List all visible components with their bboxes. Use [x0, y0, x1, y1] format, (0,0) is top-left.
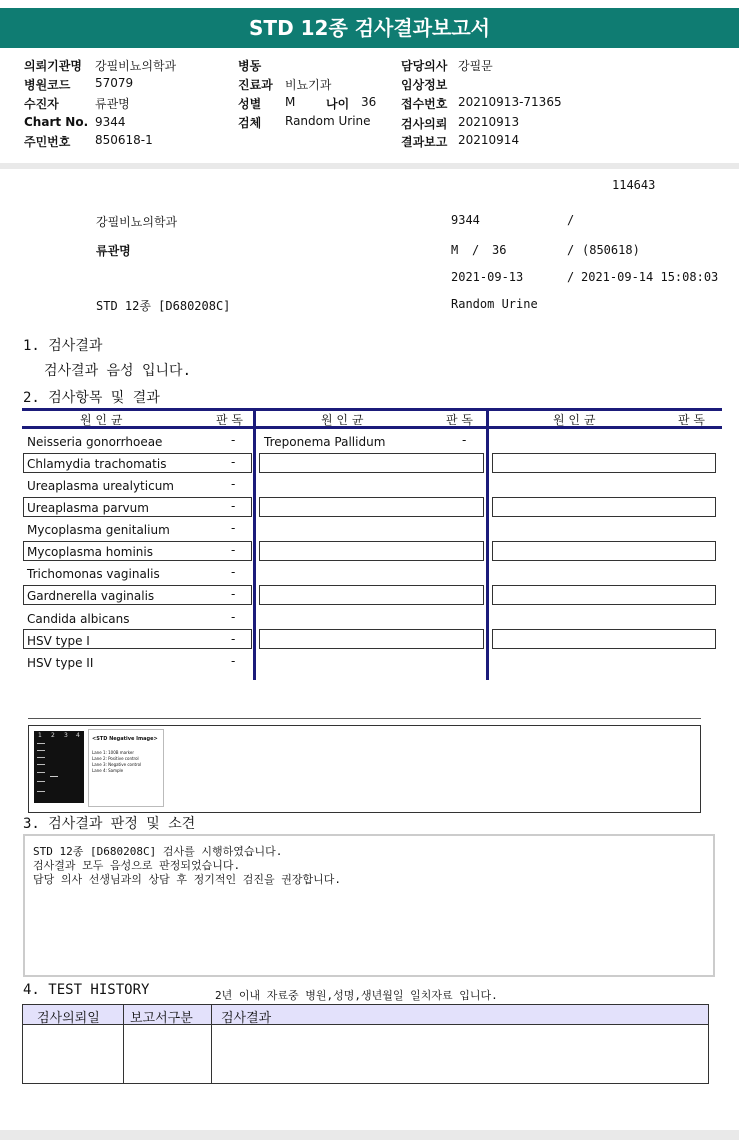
germ-result: -: [231, 610, 236, 624]
germ-name: HSV type II: [27, 656, 94, 670]
header-label: 임상정보: [401, 78, 448, 92]
gel-lane-label: 1: [38, 732, 42, 739]
table-top-border: [22, 408, 722, 411]
history-col-header: [123, 1004, 212, 1025]
header-value: 20210913: [458, 115, 520, 129]
gel-lane-label: 4: [76, 732, 80, 739]
germ-result: -: [231, 587, 236, 601]
gel-band: [50, 776, 58, 777]
gel-lane-label: 3: [64, 732, 68, 739]
header-label: 검체: [238, 116, 262, 130]
germ-name: Neisseria gonorrhoeae: [27, 435, 163, 449]
doc-slash: /: [567, 270, 575, 284]
section1-text: 검사결과 음성 입니다.: [44, 363, 192, 379]
gel-band: [37, 757, 45, 758]
header-label: 접수번호: [401, 97, 448, 111]
gel-caption-line: Lane 4: Sample: [92, 768, 124, 773]
history-col-label: 검사결과: [221, 1011, 272, 1026]
germ-name: Trichomonas vaginalis: [27, 567, 160, 581]
col-header-result: 판 독: [678, 413, 705, 427]
germ-name: Gardnerella vaginalis: [27, 589, 155, 603]
germ-name: Candida albicans: [27, 612, 130, 626]
germ-result: -: [231, 565, 236, 579]
germ-result: -: [231, 433, 236, 447]
row-box: [492, 629, 716, 649]
row-box: [259, 497, 484, 517]
history-cell: [22, 1024, 124, 1084]
opinion-line: STD 12종 [D680208C] 검사를 시행하였습니다.: [33, 845, 283, 858]
gel-band: [37, 772, 45, 773]
header-label: 결과보고: [401, 135, 448, 149]
header-value: 850618-1: [95, 133, 153, 147]
germ-result: -: [231, 654, 236, 668]
doc-chart: 9344: [451, 213, 480, 227]
gel-photo: [34, 731, 84, 803]
doc-birth: (850618): [582, 243, 640, 257]
header-value: 9344: [95, 115, 126, 129]
doc-test-name: STD 12종 [D680208C]: [96, 299, 231, 313]
gel-lane-label: 2: [51, 732, 55, 739]
header-label: 의뢰기관명: [24, 59, 82, 73]
header-label: 진료과: [238, 78, 273, 92]
section4-title: 4. TEST HISTORY: [23, 982, 150, 998]
doc-patient: 류관명: [96, 244, 131, 258]
gel-caption-title: <STD Negative Image>: [92, 736, 158, 742]
header-value: 비뇨기과: [285, 78, 332, 92]
section4-note: 2년 이내 자료중 병원,성명,생년월일 일치자료 입니다.: [215, 989, 498, 1002]
germ-result: -: [231, 543, 236, 557]
header-label: Chart No.: [24, 115, 89, 129]
gel-top-rule: [28, 718, 701, 719]
row-box: [259, 629, 484, 649]
germ-result: -: [231, 521, 236, 535]
report-title: STD 12종 검사결과보고서: [0, 8, 739, 48]
row-box: [259, 453, 484, 473]
section1-title: 1. 검사결과: [23, 338, 103, 354]
row-box: [492, 497, 716, 517]
germ-name: Treponema Pallidum: [264, 435, 386, 449]
header-label: 검사의뢰: [401, 117, 448, 131]
row-box: [492, 453, 716, 473]
row-box: [259, 541, 484, 561]
header-label: 나이: [326, 97, 350, 111]
history-col-header: [211, 1004, 709, 1025]
gel-band: [37, 743, 45, 744]
column-divider: [486, 408, 489, 680]
gel-caption-line: Lane 1: 100B marker: [92, 750, 135, 755]
germ-name: Ureaplasma urealyticum: [27, 479, 174, 493]
doc-specimen: Random Urine: [451, 297, 538, 311]
header-value: 강필비뇨의학과: [95, 59, 177, 73]
header-label: 병동: [238, 59, 262, 73]
history-cell: [211, 1024, 709, 1084]
header-label: 담당의사: [401, 59, 448, 73]
table-header-border: [22, 426, 722, 429]
gel-band: [37, 781, 45, 782]
history-col-header: [22, 1004, 124, 1025]
doc-request-date: 2021-09-13: [451, 270, 524, 284]
history-col-label: 검사의뢰일: [37, 1011, 100, 1026]
col-header-result: 판 독: [446, 413, 473, 427]
gel-image-box: [28, 725, 701, 813]
opinion-line: 담당 의사 선생님과의 상담 후 정기적인 검진을 권장합니다.: [33, 873, 342, 886]
germ-name: Mycoplasma hominis: [27, 545, 153, 559]
col-header-result: 판 독: [216, 413, 243, 427]
header-label: 병원코드: [24, 78, 71, 92]
doc-slash: /: [567, 213, 575, 227]
doc-number: 114643: [612, 178, 656, 192]
row-box: [492, 541, 716, 561]
germ-name: Ureaplasma parvum: [27, 501, 149, 515]
footer-separator: [0, 1130, 739, 1140]
opinion-box: [23, 834, 715, 977]
doc-hospital: 강필비뇨의학과: [96, 215, 178, 229]
doc-slash: /: [567, 243, 575, 257]
header-value: 57079: [95, 76, 134, 90]
col-header-germ: 원 인 균: [553, 413, 596, 427]
history-col-label: 보고서구분: [130, 1011, 193, 1026]
col-header-germ: 원 인 균: [321, 413, 364, 427]
doc-sex: M: [451, 243, 459, 257]
doc-age: 36: [492, 243, 507, 257]
section2-title: 2. 검사항목 및 결과: [23, 390, 160, 406]
header-value: 강필문: [458, 59, 493, 73]
germ-name: HSV type I: [27, 634, 90, 648]
germ-name: Chlamydia trachomatis: [27, 457, 167, 471]
germ-result: -: [231, 477, 236, 491]
germ-name: Mycoplasma genitalium: [27, 523, 170, 537]
gel-band: [37, 791, 45, 792]
opinion-line: 검사결과 모두 음성으로 판정되었습니다.: [33, 859, 241, 872]
history-cell: [123, 1024, 212, 1084]
header-value: M: [285, 95, 296, 109]
header-value: 20210914: [458, 133, 520, 147]
header-value: 류관명: [95, 97, 130, 111]
gel-caption-box: [88, 729, 164, 807]
germ-result: -: [231, 455, 236, 469]
col-header-germ: 원 인 균: [80, 413, 123, 427]
gel-caption-line: Lane 2: Positive control: [92, 756, 139, 761]
germ-result: -: [462, 433, 467, 447]
row-box: [259, 585, 484, 605]
row-box: [492, 585, 716, 605]
gel-band: [37, 764, 45, 765]
gel-caption-line: Lane 3: Negative control: [92, 762, 142, 767]
header-label: 주민번호: [24, 135, 71, 149]
header-separator: [0, 163, 739, 169]
header-label: 수진자: [24, 97, 59, 111]
header-value: 20210913-71365: [458, 95, 562, 109]
gel-band: [37, 750, 45, 751]
header-label: 성별: [238, 97, 262, 111]
germ-result: -: [231, 499, 236, 513]
germ-result: -: [231, 632, 236, 646]
doc-slash: /: [472, 243, 480, 257]
column-divider: [253, 408, 256, 680]
doc-report-datetime: 2021-09-14 15:08:03: [581, 270, 719, 284]
section3-title: 3. 검사결과 판정 및 소견: [23, 816, 196, 832]
header-value: 36: [361, 95, 377, 109]
header-value: Random Urine: [285, 114, 371, 128]
